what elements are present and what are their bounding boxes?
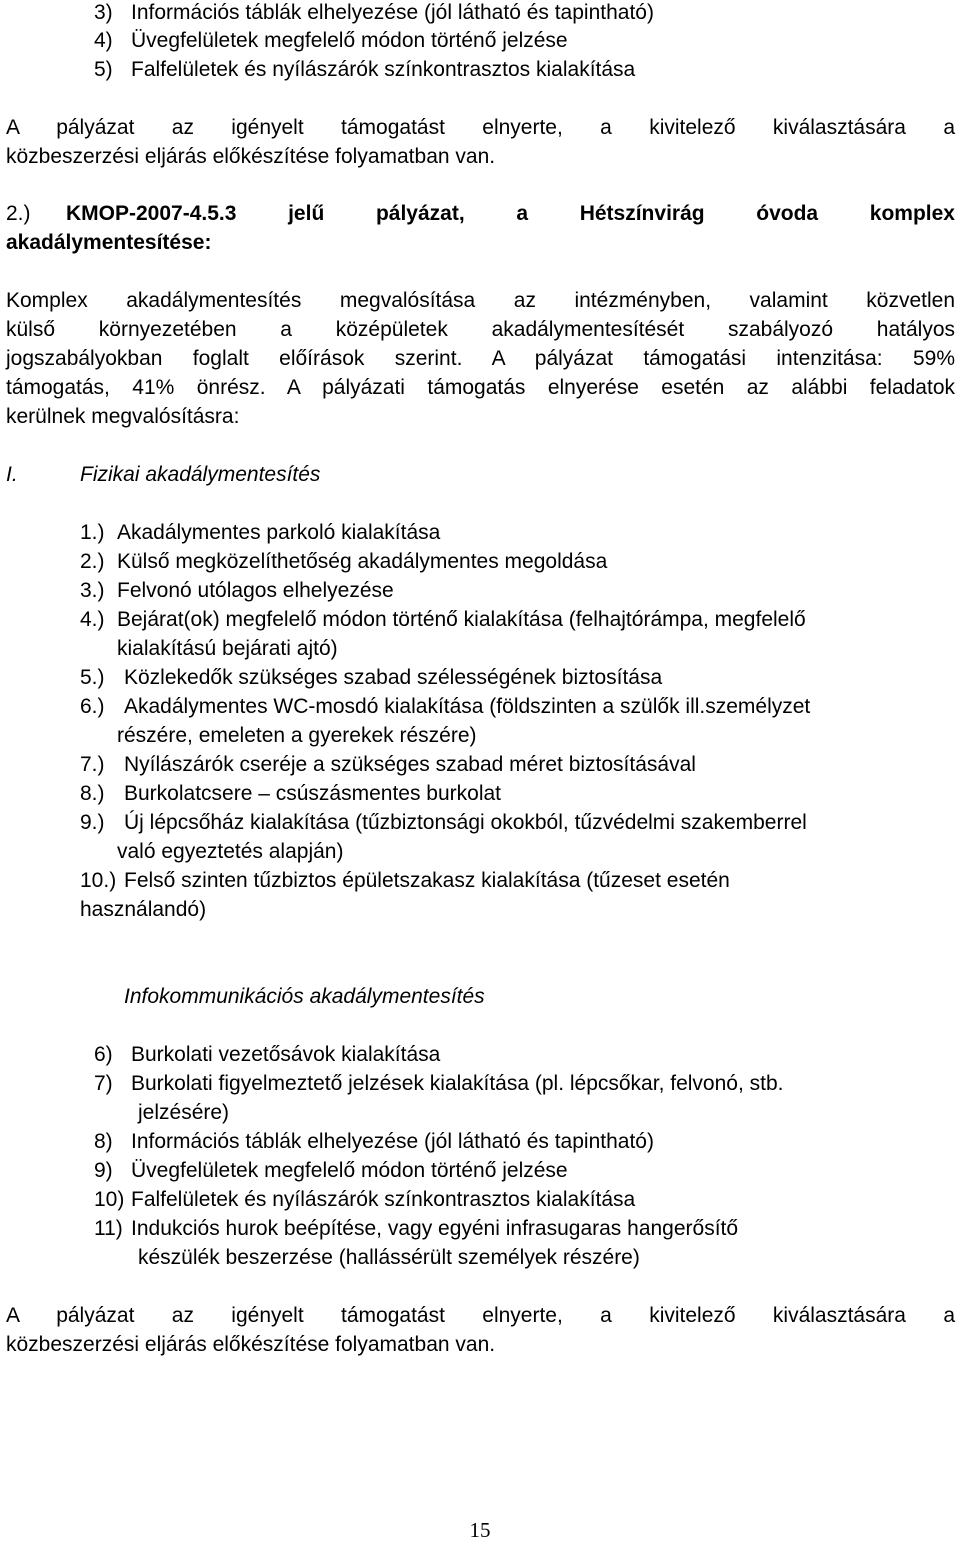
paragraph-line: Komplex akadálymentesítés megvalósítása az intézményben, valamint közvetlen: [6, 289, 955, 312]
list-item-text: Falfelületek és nyílászárók színkontrasztos kialakítása: [131, 58, 636, 81]
list-item-text: Burkolati figyelmeztető jelzések kialakítása (pl. lépcsőkar, felvonó, stb.: [131, 1072, 784, 1095]
list-item-text: Indukciós hurok beépítése, vagy egyéni infrasugaras hangerősítő: [131, 1217, 739, 1240]
list-number: 11): [94, 1217, 123, 1240]
list-item-text: Üvegfelületek megfelelő módon történő jelzése: [131, 29, 568, 52]
list-item-text: Új lépcsőház kialakítása (tűzbiztonsági okokból, tűzvédelmi szakemberrel: [124, 811, 807, 834]
list-item-text: jelzésére): [138, 1101, 230, 1124]
list-item-text: való egyeztetés alapján): [117, 840, 344, 863]
paragraph-line: közbeszerzési eljárás előkészítése folyamatban van.: [6, 145, 496, 168]
list-number: 5.): [80, 666, 105, 689]
list-item-text: Falfelületek és nyílászárók színkontrasztos kialakítása: [131, 1188, 636, 1211]
list-number: 9.): [80, 811, 105, 834]
list-number: 8): [94, 1130, 113, 1153]
list-item-text: Akadálymentes parkoló kialakítása: [117, 521, 441, 544]
paragraph-line: jogszabályokban foglalt előírások szerint. A pályázat támogatási intenzitása: 59%: [6, 347, 955, 370]
list-item-text: Közlekedők szükséges szabad szélességének biztosítása: [124, 666, 663, 689]
list-item-text: Külső megközelíthetőség akadálymentes megoldása: [117, 550, 608, 573]
list-number: 2.): [80, 550, 105, 573]
paragraph-line: A pályázat az igényelt támogatást elnyerte, a kivitelező kiválasztására a: [6, 1304, 955, 1327]
list-item-text: Felső szinten tűzbiztos épületszakasz kialakítása (tűzeset esetén: [124, 869, 730, 892]
list-number: 8.): [80, 782, 105, 805]
list-item-text: részére, emeleten a gyerekek részére): [117, 724, 477, 747]
paragraph-line: közbeszerzési eljárás előkészítése folyamatban van.: [6, 1333, 496, 1356]
list-item-text: Információs táblák elhelyezése (jól látható és tapintható): [131, 1, 654, 24]
list-item-text: Akadálymentes WC-mosdó kialakítása (földszinten a szülők ill.személyzet: [124, 695, 811, 718]
paragraph-line: támogatás, 41% önrész. A pályázati támogatás elnyerése esetén az alábbi feladatok: [6, 376, 955, 399]
list-item-text: Felvonó utólagos elhelyezése: [117, 579, 394, 602]
paragraph-line: A pályázat az igényelt támogatást elnyerte, a kivitelező kiválasztására a: [6, 116, 955, 139]
list-item-text: Bejárat(ok) megfelelő módon történő kialakítása (felhajtórámpa, megfelelő: [117, 608, 806, 631]
list-item-text: Információs táblák elhelyezése (jól látható és tapintható): [131, 1130, 654, 1153]
list-item-text: kialakítású bejárati ajtó): [117, 637, 338, 660]
list-number: 5): [94, 58, 113, 81]
list-number: 6): [94, 1043, 113, 1066]
list-number: 1.): [80, 521, 105, 544]
list-number: 7): [94, 1072, 113, 1095]
heading-line: akadálymentesítése:: [6, 231, 212, 254]
heading-number: 2.): [6, 202, 31, 225]
list-item-text: használandó): [80, 898, 207, 921]
list-item-text: Nyílászárók cseréje a szükséges szabad méret biztosításával: [124, 753, 696, 776]
list-number: 4): [94, 29, 113, 52]
heading-line: KMOP-2007-4.5.3 jelű pályázat, a Hétszínvirág óvoda komplex: [66, 202, 955, 225]
list-number: 3.): [80, 579, 105, 602]
list-number: 4.): [80, 608, 105, 631]
list-number: 9): [94, 1159, 113, 1182]
paragraph-line: kerülnek megvalósításra:: [6, 405, 240, 428]
list-number: 7.): [80, 753, 105, 776]
list-item-text: Burkolatcsere – csúszásmentes burkolat: [124, 782, 502, 805]
section-title: Infokommunikációs akadálymentesítés: [124, 985, 485, 1008]
list-number: 6.): [80, 695, 105, 718]
section-title: Fizikai akadálymentesítés: [80, 463, 321, 486]
list-item-text: Üvegfelületek megfelelő módon történő jelzése: [131, 1159, 568, 1182]
list-number: 10.): [80, 869, 117, 892]
list-number: 3): [94, 1, 113, 24]
list-item-text: Burkolati vezetősávok kialakítása: [131, 1043, 441, 1066]
list-item-text: készülék beszerzése (hallássérült személyek részére): [138, 1246, 640, 1269]
page-number: 15: [469, 1518, 491, 1542]
paragraph-line: külső környezetében a középületek akadálymentesítését szabályozó hatályos: [6, 318, 955, 341]
list-number: 10): [94, 1188, 125, 1211]
section-number: I.: [6, 463, 18, 486]
